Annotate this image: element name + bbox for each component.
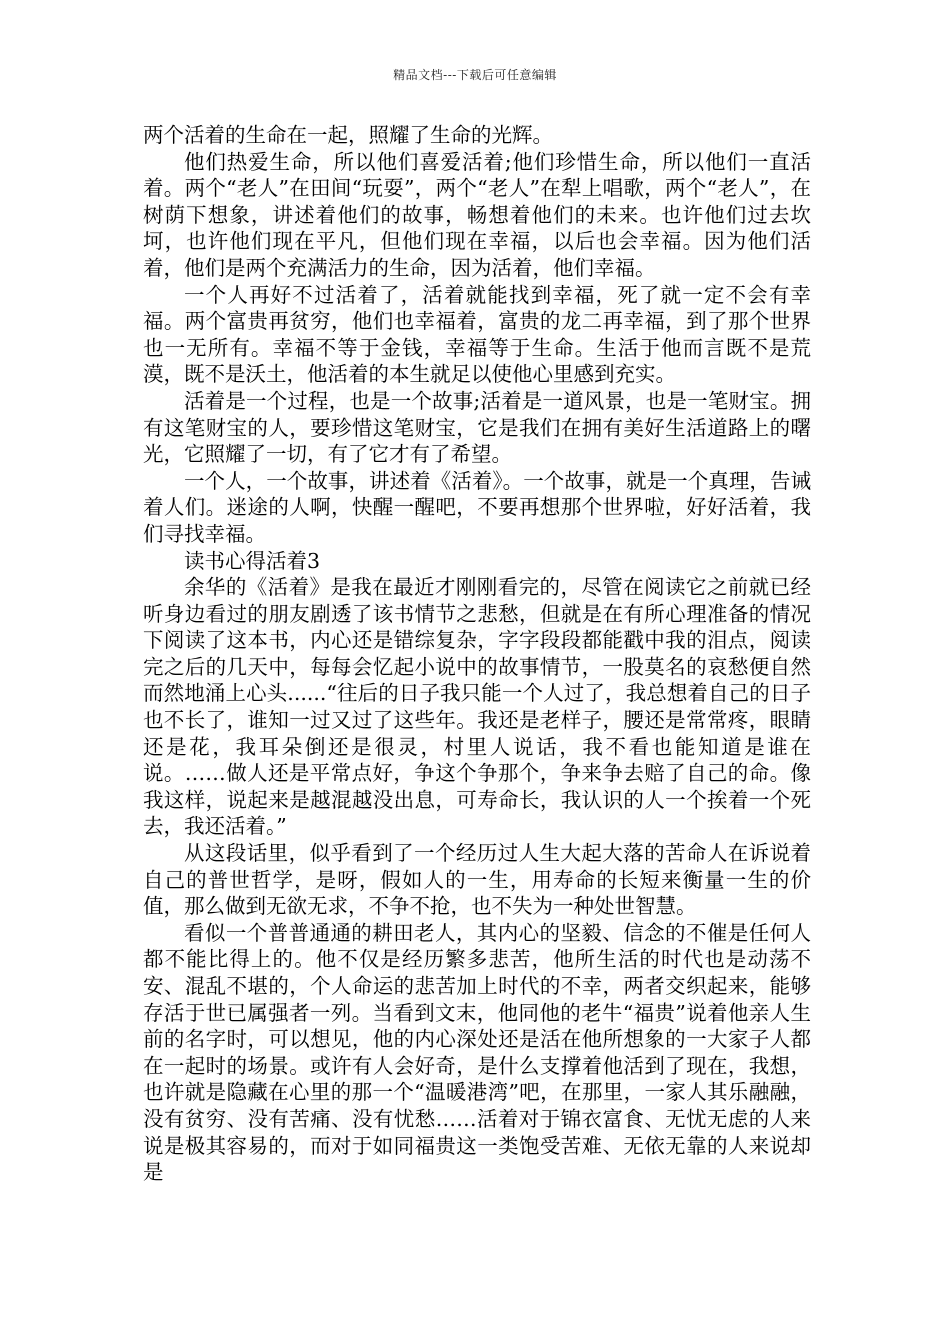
- section-heading: 读书心得活着3: [184, 548, 321, 573]
- paragraph-3: 一个人再好不过活着了，活着就能找到幸福，死了就一定不会有幸福。两个富贵再贫穷，他们也幸福着，富贵的龙二再幸福，到了那个世界也一无所有。幸福不等于金钱，幸福等于生命。生活于他而言既不是荒漠，既不是沃土，他活着的本生就足以使他心里感到充实。: [143, 282, 811, 387]
- paragraph-1: 两个活着的生命在一起，照耀了生命的光辉。: [143, 123, 553, 147]
- document-body: [143, 122, 811, 1186]
- paragraph-7: 从这段话里，似乎看到了一个经历过人生大起大落的苦命人在诉说着自己的普世哲学，是呀，假如人的一生，用寿命的长短来衡量一生的价值，那么做到无欲无求，不争不抢，也不失为一种处世智慧。: [143, 841, 811, 919]
- page-header: 精品文档---下载后可任意编辑: [393, 68, 557, 82]
- paragraph-2: 他们热爱生命，所以他们喜爱活着;他们珍惜生命，所以他们一直活着。两个“老人”在田间“玩耍”，两个“老人”在犁上唱歌，两个“老人”，在树荫下想象，讲述着他们的故事，畅想着他们的未来。也许他们过去坎坷，也许他们现在平凡，但他们现在幸福，以后也会幸福。因为他们活着，他们是两个充满活力的生命，因为活着，他们幸福。: [143, 149, 811, 280]
- paragraph-6: 余华的《活着》是我在最近才刚刚看完的，尽管在阅读它之前就已经听身边看过的朋友剧透了该书情节之悲愁，但就是在有所心理准备的情况下阅读了这本书，内心还是错综复杂，字字段段都能戳中我的泪点，阅读完之后的几天中，每每会忆起小说中的故事情节，一股莫名的哀愁便自然而然地涌上心头......“往后的日子我只能一个人过了，我总想着自己的日子也不长了，谁知一过又过了这些年。我还是老样子，腰还是常常疼，眼睛还是花，我耳朵倒还是很灵，村里人说话，我不看也能知道是谁在说。……做人还是平常点好，争这个争那个，争来争去赔了自己的命。像我这样，说起来是越混越没出息，可寿命长，我认识的人一个挨着一个死去，我还活着。”: [143, 575, 811, 839]
- paragraph-4: 活着是一个过程，也是一个故事;活着是一道风景，也是一笔财宝。拥有这笔财宝的人，要珍惜这笔财宝，它是我们在拥有美好生活道路上的曙光，它照耀了一切，有了它才有了希望。: [143, 388, 811, 467]
- paragraph-5: 一个人，一个故事，讲述着《活着》。一个故事，就是一个真理，告诫着人们。迷途的人啊，快醒一醒吧，不要再想那个世界啦，好好活着，我们寻找幸福。: [143, 468, 811, 546]
- paragraph-8: 看似一个普普通通的耕田老人，其内心的坚毅、信念的不催是任何人都不能比得上的。他不仅是经历繁多悲苦，他所生活的时代也是动荡不安、混乱不堪的，个人命运的悲苦加上时代的不幸，两者交织起来，能够存活于世已属强者一列。当看到文末，他同他的老牛“福贵”说着他亲人生前的名字时，可以想见，他的内心深处还是活在他所想象的一大家子人都在一起时的场景。或许有人会好奇，是什么支撑着他活到了现在，我想，也许就是隐藏在心里的那一个“温暖港湾”吧，在那里，一家人其乐融融，没有贫穷、没有苦痛、没有忧愁……活着对于锦衣富食、无忧无虑的人来说是极其容易的，而对于如同福贵这一类饱受苦难、无依无靠的人来说却是: [143, 920, 811, 1185]
